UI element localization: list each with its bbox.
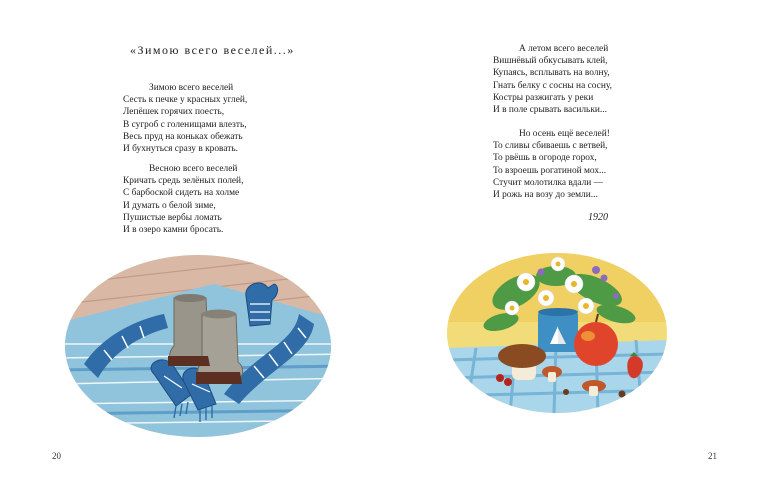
poem-line: И в озеро камни бросать. [123, 225, 224, 236]
poem-title: «Зимою всего веселей...» [130, 43, 295, 57]
poem-line: Зимою всего веселей [149, 83, 234, 93]
poem-line: Но осень ещё веселей! [519, 129, 610, 139]
poem-line: Лепёшек горячих поесть, [123, 107, 225, 118]
poem-line: Вишнёвый обкусывать клей, [493, 56, 608, 67]
poem-line: Костры разжигать у реки [493, 92, 594, 103]
stanza-2 [123, 163, 243, 236]
poem-line: Кричать средь зелёных полей, [123, 176, 244, 187]
poem-line: Весною всего веселей [149, 164, 238, 174]
page-number: 20 [52, 451, 61, 461]
poem-line: Сесть к печке у красных углей, [123, 95, 248, 106]
poem-line: Весь пруд на коньках обежать [123, 131, 243, 142]
stanza-1 [123, 82, 247, 155]
poem-line: И думать о белой зиме, [123, 200, 216, 211]
poem-line: Стучит молотилка вдали — [493, 177, 604, 188]
right-page [385, 0, 770, 488]
poem-line: То рвёшь в огороде горох, [493, 153, 597, 164]
poem-line: А летом всего веселей [519, 44, 609, 54]
poem-line: И бухнуться сразу в кровать. [123, 144, 238, 155]
poem-line: Гнать белку с сосны на сосну, [493, 80, 612, 91]
poem-line: Пушистые вербы ломать [123, 212, 222, 223]
poem-line: И в поле срывать васильки... [493, 105, 607, 116]
poem-line: В сугроб с голенищами влезть, [123, 119, 247, 130]
poem-line: То сливы сбиваешь с ветвей, [493, 141, 608, 152]
stanza-3 [493, 43, 612, 116]
poem-date: 1920 [588, 212, 608, 223]
page-number: 21 [708, 451, 717, 461]
poem-line: Купаясь, всплывать на волну, [493, 68, 610, 79]
poem-line: И рожь на возу до земли... [493, 190, 598, 201]
poem-line: С барбоской сидеть на холме [123, 188, 240, 199]
poem-line: То взроешь рогатиной мох... [493, 165, 607, 176]
stanza-4 [493, 128, 610, 201]
winter-illustration [64, 254, 332, 438]
autumn-illustration [446, 252, 668, 414]
